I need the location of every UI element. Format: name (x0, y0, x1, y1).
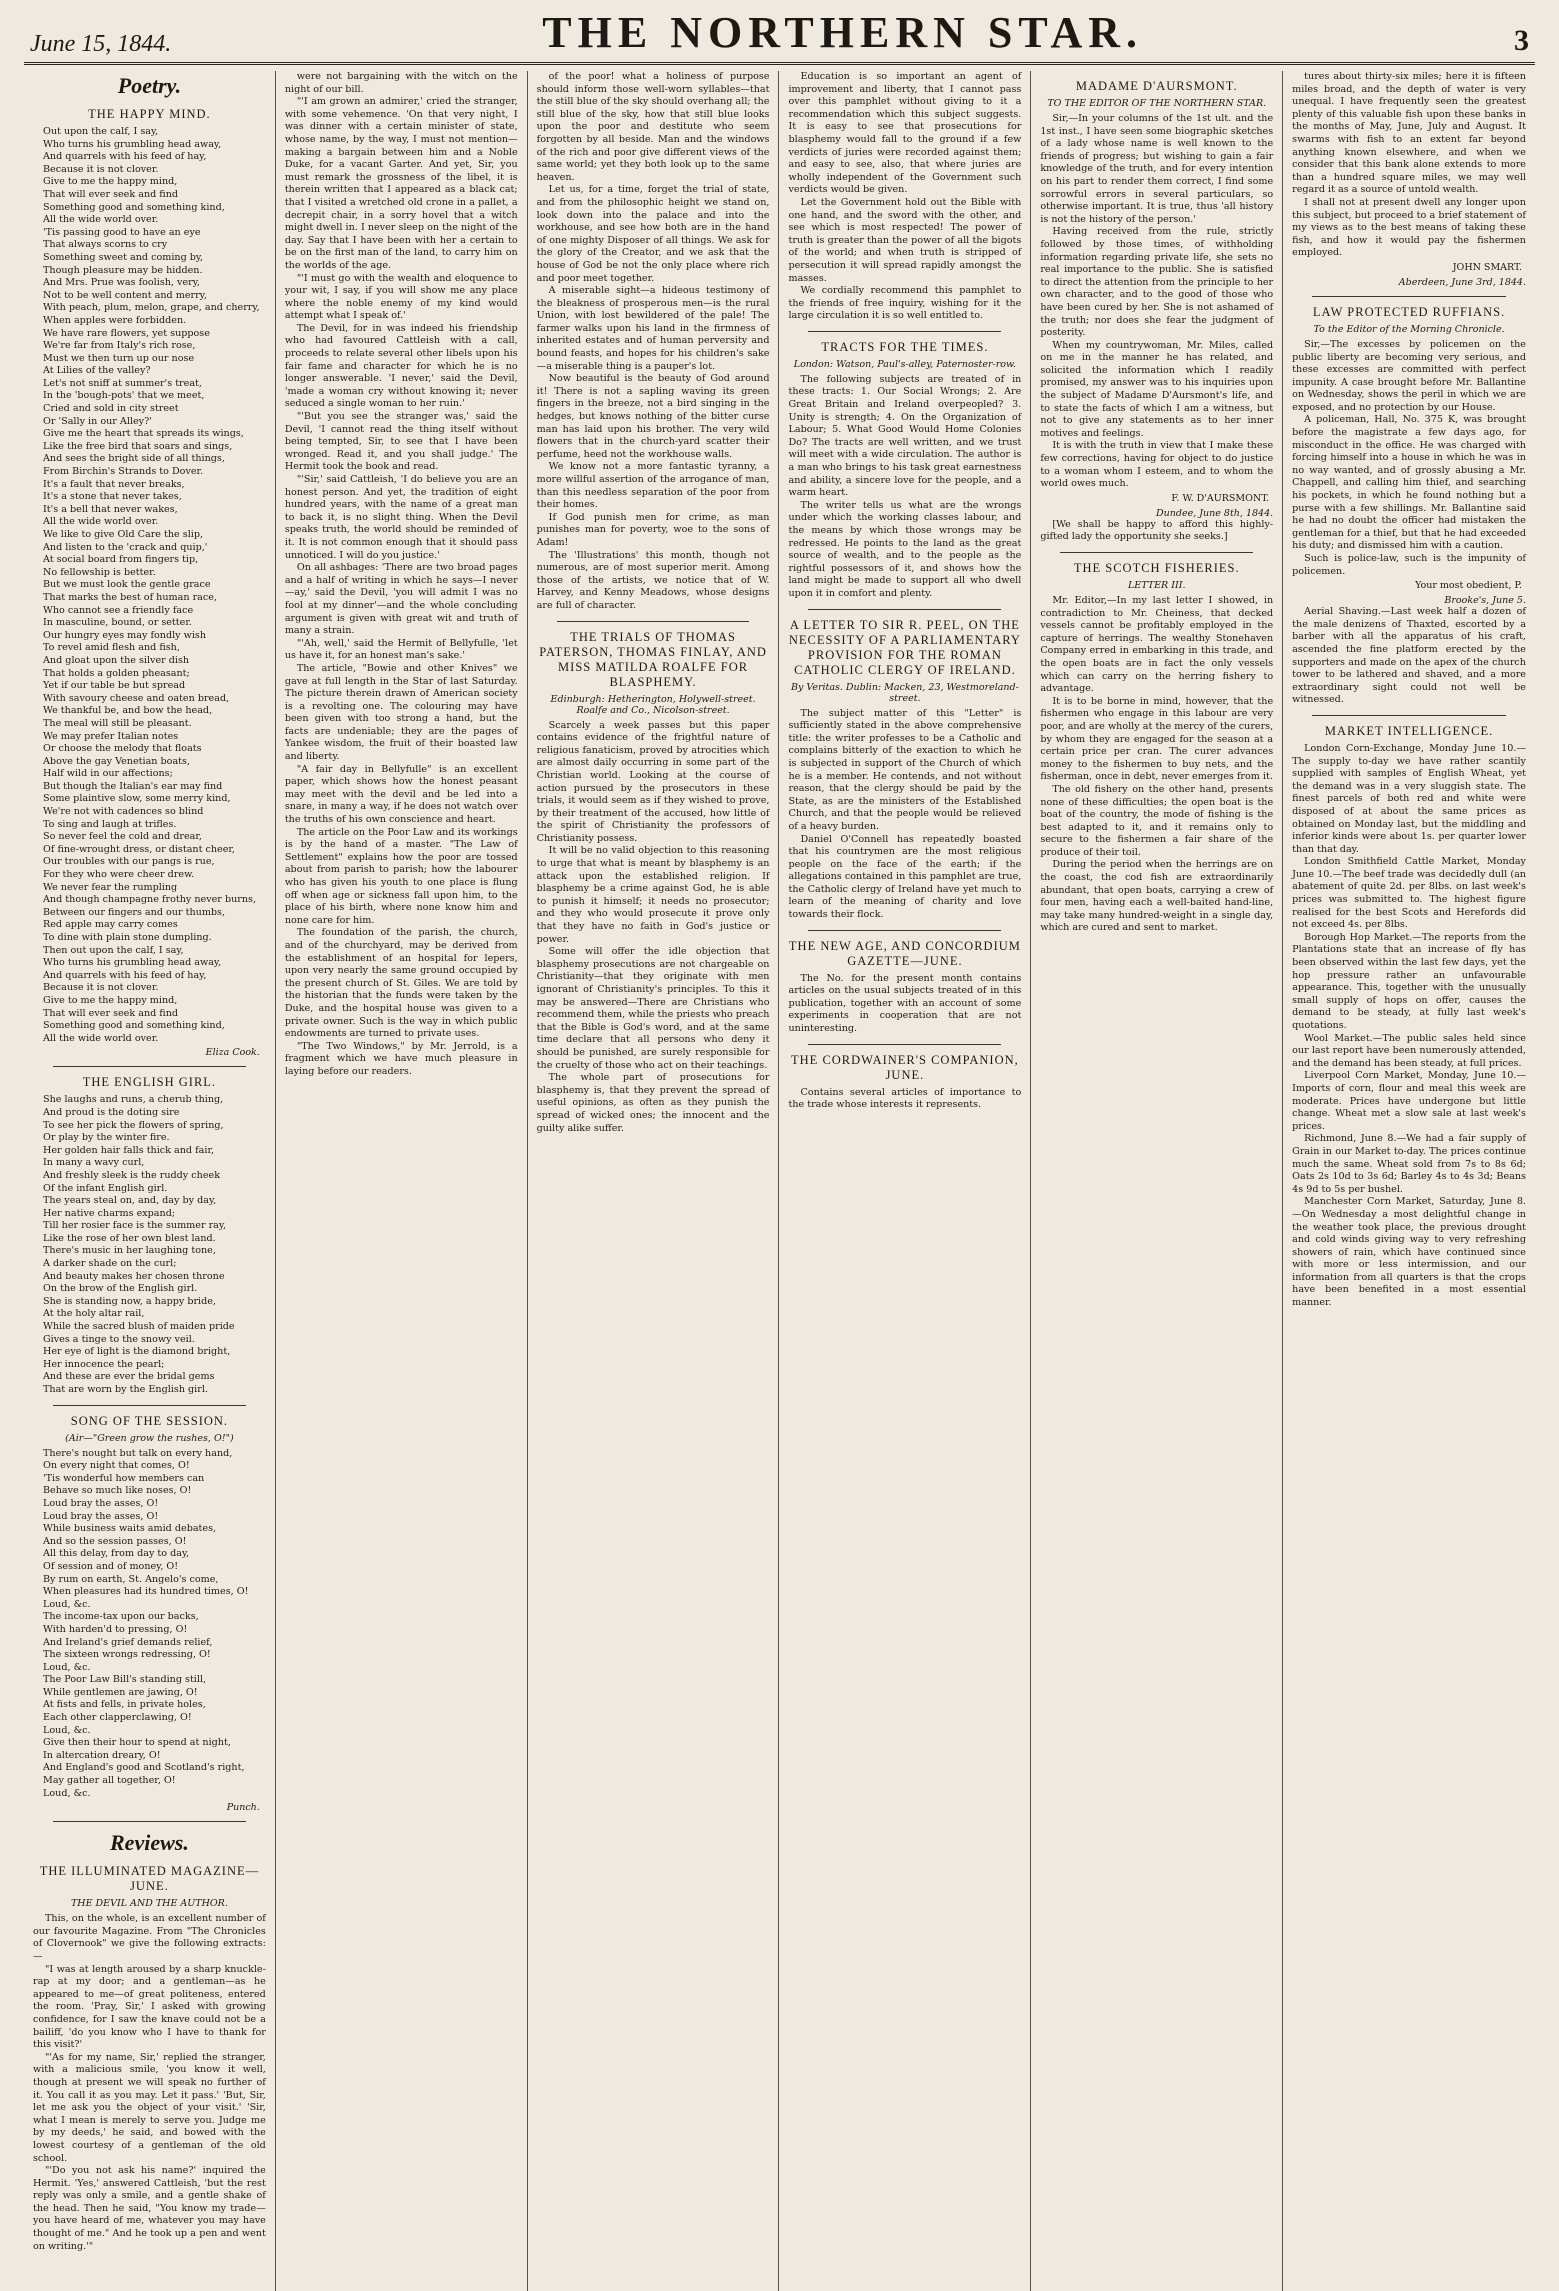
paragraph: "A fair day in Bellyfulle" is an excellent paper, which shows how the honest peasant may meet with the devil and be led into a snare, in many a way, if he does not watch over the truths of his own conscience and heart. (284, 763, 518, 826)
poem-line: She laughs and runs, a cherub thing, (43, 1094, 224, 1106)
poem-line: At fists and fells, in private holes, (43, 1699, 206, 1711)
poem-line: Her innocence the pearl; (43, 1358, 165, 1370)
poem-line: A darker shade on the curl; (43, 1258, 177, 1270)
letter-signature: JOHN SMART. (1452, 261, 1522, 273)
review-body (788, 1087, 1021, 1112)
editor-note (1040, 519, 1273, 544)
letter-continued (1292, 71, 1526, 260)
market-report: Manchester Corn Market, Saturday, June 8.—On Wednesday a most delightful change in the weather took place, the previous drought and cold winds giving way to very refreshing showers of rain, which have continued since with more or less intermission, and our information from all quarters is that the crops have been benefited in a most essential manner. (1292, 1196, 1526, 1309)
poem-line: With savoury cheese and oaten bread, (43, 692, 230, 704)
paragraph: When my countrywoman, Mr. Miles, called on me in the manner he has related, and solicited the information which I readily promised, my answer was to his inquiries upon the subject of Madame D'Aursmont's life, and to state the facts of which I am a witness, but not to give any statements as to her inner motives and feelings. (1040, 339, 1274, 439)
poem-line: And beauty makes her chosen throne (43, 1270, 225, 1282)
paragraph: Education is so important an agent of improvement and liberty, that I cannot pass over this pamphlet without giving to it a recommendation which this subject suggests. It is easy to see that prosecutions for blasphemy would fall to the ground if a few verdicts of juries were recorded against them; and easy to see, also, that where juries are wholly independent of the Government such verdicts would be given. (788, 71, 1022, 196)
paragraph: A policeman, Hall, No. 375 K, was brought before the magistrate a few days ago, for misconduct in the office. He was charged with forcing himself into a house in which he was in no way wanted, and of grossly abusing a Mr. Chappell, and calling him thief, and searching his pockets, in which he found nothing but a purse with a few shillings. Mr. Ballantine said he had no doubt the officer had mistaken the gentleman for a thief, but that he had exceeded his duty; and dismissed him with a caution. (1292, 414, 1526, 552)
poem-line: We may prefer Italian notes (43, 730, 179, 742)
review-heading-tracts: TRACTS FOR THE TIMES. (821, 339, 989, 354)
paragraph: The following subjects are treated of in these tracts: 1. Our Social Wrongs; 2. Are Great Britain and Ireland overpeopled? 3. Unity is strength; 4. On the Organization of Labour; 5. What Good Would Home Colonies Do? The tracts are well written, and we trust will meet with a wide circulation. The author is a man who brings to his task great earnestness and ability, a sincere love for the people, and a warm heart. (788, 373, 1022, 499)
review-publisher: By Veritas. Dublin: Macken, 23, Westmoreland-street. (790, 681, 1019, 704)
divider (808, 609, 1001, 610)
poem-line: That holds a golden pheasant; (43, 667, 190, 679)
poem-line: And England's good and Scotland's right, (43, 1762, 245, 1774)
poem-line: With harden'd to pressing, O! (43, 1623, 188, 1635)
poem-line: And Mrs. Prue was foolish, very, (43, 277, 200, 289)
poem-line: Half wild in our affections; (43, 768, 173, 780)
paragraph: Some will offer the idle objection that blasphemy prosecutions are not chargeable on Christianity—that they originate with men ignorant of Christianity's principles. To this it may be answered—There are Christians who recommend them, while the priests who preach that the Bible is God's word, and at the same time declare that all persons who deny it should be punished, are surely responsible for the cruelty of those who act on their teachings. (536, 946, 770, 1071)
poem-line: May gather all together, O! (43, 1775, 176, 1787)
poem-line: We like to give Old Care the slip, (43, 529, 204, 540)
poem-line: We have rare flowers, yet suppose (43, 327, 210, 339)
poem-line: Behave so much like noses, O! (43, 1485, 192, 1497)
article-subheading: To the Editor of the Morning Chronicle. (1313, 323, 1505, 335)
paragraph: The writer tells us what are the wrongs under which the working classes labour, and the means by which those wrongs may be redressed. He points to the land as the great source of wealth, and to the people as the rightful possessors of it, and shows how the land might be made to support all who dwell upon it in comfort and plenty. (788, 499, 1022, 599)
paragraph: The subject matter of this "Letter" is sufficiently stated in the above comprehensive title: the writer professes to be a Catholic and complains bitterly of the exaction to which he is subjected in support of the Church of which he is a member. He contends, and not without reason, that the clergy should be paid by the State, as are the ministers of the Established Church, and that the people would be relieved of a heavy burden. (788, 707, 1022, 832)
paragraph: If God punish men for crime, as man punishes man for poverty, woe to the sons of Adam! (536, 511, 770, 548)
paragraph: It will be no valid objection to this reasoning to urge that what is meant by blasphemy is an attack upon the established religion. If blasphemy be a crime against God, he is able to punish it himself; it needs no prosecutor; and they who would prosecute it prove only that they have no faith in God's justice or power. (536, 845, 770, 945)
poem-line: All this delay, from day to day, (43, 1548, 190, 1560)
poem-line: It's a bell that never wakes, (43, 503, 178, 515)
paragraph: The article on the Poor Law and its workings is by the hand of a master. "The Law of Settlement" explains how the poor are tossed about from parish to parish; how the labourer who has given his youth to one place is flung off when age or sickness fall upon him, to the place of his birth, where none know him and none care for him. (284, 826, 518, 926)
poem-line: To revel amid flesh and fish, (43, 642, 180, 654)
poem-line: That will ever seek and find (43, 188, 179, 200)
poem-line: And sees the bright side of all things, (43, 453, 225, 465)
poem-english-girl (33, 1094, 266, 1396)
poem-line: Like the rose of her own blest land. (43, 1232, 216, 1244)
poem-line: And these are ever the bridal gems (43, 1371, 215, 1383)
paragraph: The Devil, for in was indeed his friendship who had favoured Cattleish with a call, proceeds to relate several other libels upon his fair fame and character for which he is no longer answerable. 'I never,' said the Devil, 'made a woman cry without knowing it; never seduced a single woman to her ruin.' (284, 322, 518, 410)
paragraph: Sir,—The excesses by policemen on the public liberty are becoming very serious, and these excesses are committed with perfect impunity. A case brought before Mr. Ballantine on Wednesday, shows the peril in which we are exposed, and no protection by our House. (1292, 338, 1526, 413)
poem-line: To sing and laugh at trifles. (43, 818, 177, 830)
letter-dateline: Aberdeen, June 3rd, 1844. (1398, 276, 1526, 288)
poem-line: That are worn by the English girl. (43, 1384, 208, 1395)
poem-line: At the holy altar rail, (43, 1308, 145, 1320)
poem-line: With peach, plum, melon, grape, and cherry, (43, 302, 260, 314)
market-report: London Corn-Exchange, Monday June 10.—The supply to-day we have rather scantily supplied with samples of English Wheat, yet the demand was in a very sluggish state. The finest parcels of both red and white were disposed of at about the same prices as obtained on Monday last, but the middling and inferior kinds were about 1s. per quarter lower than that day. (1292, 742, 1526, 855)
review-continued (788, 71, 1021, 323)
poetry-section-heading: Poetry. (117, 73, 182, 98)
paragraph: This, on the whole, is an excellent number of our favourite Magazine. From "The Chronicles of Clovernook" we give the following extracts:— (33, 1913, 266, 1962)
poem-line: In altercation dreary, O! (43, 1749, 161, 1761)
poem-line: We never fear the rumpling (43, 881, 178, 893)
poem-line: On the brow of the English girl. (43, 1283, 198, 1295)
article-subheading: LETTER III. (1128, 580, 1186, 591)
letter-body (1040, 113, 1273, 491)
poem-line: Each other clapperclawing, O! (43, 1712, 192, 1724)
poem-line: Of the infant English girl. (43, 1182, 168, 1194)
poem-line: The Poor Law Bill's standing still, (43, 1674, 207, 1686)
poem-line: Her native charms expand; (43, 1207, 176, 1219)
poem-line: To dine with plain stone dumpling. (43, 932, 212, 943)
paragraph: of the poor! what a holiness of purpose should inform those well-worn syllables—that the still blue of the sky should overhang all; the still blue of the sky, how that still blue looks upon the poor and destitute who seem forgotten by all beside. Man and the windows of the rich and poor give different views of the same world; yet they both look up to the same heaven. (536, 71, 770, 183)
paragraph: "'I must go with the wealth and eloquence to your wit, I say, if you will show me any place where the noble enemy of my kind would attempt what I speak of.' (284, 272, 518, 322)
poem-attribution: Punch. (226, 1802, 260, 1814)
paragraph: On all ashbages: 'There are two broad pages and a half of writing in which he says—I never—ay,' said the Devil, 'you will admit I was no fool at my dinner'—and the whole concluding argument is given with great wit and truth of many a strain. (284, 562, 518, 637)
paragraph: were not bargaining with the witch on the night of our bill. (284, 71, 518, 95)
news-item (1292, 606, 1526, 707)
poem-line: Our hungry eyes may fondly wish (43, 629, 207, 641)
poem-line: Loud bray the asses, O! (43, 1497, 159, 1509)
poem-line: The income-tax upon our backs, (43, 1611, 199, 1623)
letter-body (1040, 595, 1273, 935)
masthead (24, 10, 1535, 65)
poem-line: Cried and sold in city street (43, 403, 179, 415)
poem-line: So never feel the cold and drear, (43, 831, 202, 843)
poem-line: At social board from fingers tip, (43, 554, 199, 566)
poem-line: Though pleasure may be hidden. (43, 264, 203, 276)
poem-line: But though the Italian's ear may find (43, 780, 223, 792)
poem-line: From Birchin's Strands to Dover. (43, 466, 204, 478)
paragraph: Such is police-law, such is the impunity of policemen. (1292, 553, 1526, 577)
poem-line: Loud bray the asses, O! (43, 1510, 159, 1522)
market-intelligence-heading: MARKET INTELLIGENCE. (1324, 723, 1494, 738)
poem-line: There's nought but talk on every hand, (43, 1447, 233, 1459)
poem-line: And though champagne frothy never burns, (43, 894, 256, 906)
poem-line: Out upon the calf, I say, (43, 126, 159, 137)
poem-line: While gentlemen are jawing, O! (43, 1686, 198, 1698)
article-heading-ruffians: LAW PROTECTED RUFFIANS. (1312, 304, 1506, 319)
paragraph: During the period when the herrings are on the coast, the cod fish are extraordinarily abundant, that open boats, carrying a crew of four men, having each a well-baited hand-line, may take many hundred-weight in a single day, which are cured and sent to market. (1040, 859, 1274, 934)
issue-date: June 15, 1844. (30, 31, 172, 57)
paragraph: "I was at length aroused by a sharp knuckle-rap at my door; and a gentleman—as he appeared to me—of great politeness, entered the room. 'Pray, Sir,' I asked with growing confidence, for I saw the knave could not be a bailiff, 'do you know who I have to thank for this visit?' (33, 1963, 266, 2051)
poem-attribution: Eliza Cook. (205, 1047, 260, 1059)
divider (53, 1405, 246, 1406)
poem-line: That marks the best of human race, (43, 591, 217, 603)
poem-line: Red apple may carry comes (43, 919, 178, 931)
poem-line: Loud, &c. (43, 1598, 91, 1610)
poem-line: By rum on earth, St. Angelo's come, (43, 1573, 219, 1585)
reviews-section-heading: Reviews. (110, 1830, 189, 1856)
letter-signature: Your most obedient, P. (1415, 580, 1522, 592)
poem-line: Or 'Sally in our Alley?' (43, 415, 152, 427)
paragraph: tures about thirty-six miles; here it is fifteen miles broad, and the depth of water is very unequal. I have frequently seen the greatest plenty of this valuable fish upon these banks in the months of May, June, July and August. It swarms with fish to an extent far beyond anything known elsewhere, and when we consider that this bank alone extends to more than a hundred square miles, we may well regard it as a source of untold wealth. (1292, 71, 1526, 196)
letter-dateline: Brooke's, June 5. (1444, 595, 1526, 607)
poem-line: When apples were forbidden. (43, 314, 187, 326)
poem-line: That will ever seek and find (43, 1007, 179, 1019)
poem-line: And proud is the doting sire (43, 1106, 180, 1118)
letter-signature: F. W. D'AURSMONT. (1171, 492, 1270, 504)
poem-line: Between our fingers and our thumbs, (43, 906, 226, 918)
paragraph: "'Sir,' said Cattleish, 'I do believe you are an honest person. And yet, the tradition of eight hundred years, with the name of a great man to back it, is no slight thing. When the Devil speaks truth, the world should be reminded of it. It is not common enough that it should pass unnoticed. I will do you justice.' (284, 474, 518, 561)
market-report: Liverpool Corn Market, Monday, June 10.—Imports of corn, flour and meal this week are moderate. Prices have undergone but little change. Wheat met a slow sale at last week's prices. (1292, 1070, 1526, 1132)
column-6 (1283, 71, 1535, 2291)
paragraph: Having received from the rule, strictly followed by those times, of withholding information regarding private life, she sets no real importance to the public. She is satisfied to direct the attention from the principle to her own character, and to the good of those who have been cured by her. She is not ashamed of the truth; nor does she fear the judgment of posterity. (1040, 226, 1274, 339)
poem-line: Or play by the winter fire. (43, 1132, 170, 1144)
poem-line: Give to me the happy mind, (43, 994, 178, 1006)
poem-line: Loud, &c. (43, 1661, 91, 1673)
column-3 (528, 71, 780, 2291)
paragraph: The whole part of prosecutions for blasphemy is, that they prevent the spread of useful opinions, as often as they punish the spread of wicked ones; the innocent and the guilty alike suffer. (536, 1072, 770, 1134)
review-body (788, 374, 1021, 601)
poem-line: Like the free bird that soars and sings, (43, 440, 233, 452)
market-reports (1292, 743, 1526, 1310)
review-heading-cordwainers: THE CORDWAINER'S COMPANION, JUNE. (791, 1052, 1019, 1082)
paragraph: We know not a more fantastic tyranny, a more willful assertion of the arrogance of man, than this needless separation of the poor from their homes. (536, 461, 770, 511)
poem-line: And freshly sleek is the ruddy cheek (43, 1169, 221, 1181)
poem-line: For they who were cheer drew. (43, 869, 195, 881)
columns (24, 71, 1535, 2291)
divider (53, 1066, 246, 1067)
poem-line: Must we then turn up our nose (43, 352, 195, 364)
article-heading-madame: MADAME D'AURSMONT. (1075, 79, 1238, 93)
poem-line: Who turns his grumbling head away, (43, 138, 222, 150)
paragraph: [We shall be happy to afford this highly-gifted lady the opportunity she seeks.] (1040, 518, 1274, 543)
poem-line: In masculine, bound, or setter. (43, 617, 192, 629)
review-body (537, 720, 770, 1136)
review-continued (285, 71, 518, 1079)
paragraph: "'Do you not ask his name?' inquired the Hermit. 'Yes,' answered Cattleish, 'but the rest reply was only a smile, and a gentle shake of the head. Then he said, "You know my trade—you have heard of me, whatever you may have thought of me." And he took up a pen and went on writing.'" (33, 2165, 266, 2252)
paragraph: We cordially recommend this pamphlet to the friends of free inquiry, wishing for it the large circulation it is so well entitled to. (788, 285, 1022, 322)
poem-line: We're far from Italy's rich rose, (43, 340, 196, 352)
poem-happy-mind (33, 126, 266, 1045)
review-heading-letter-peel: A LETTER TO SIR R. PEEL, ON THE NECESSITY OF A PARLIAMENTARY PROVISION FOR THE ROMAN CATHOLIC CLERGY OF IRELAND. (788, 617, 1021, 677)
review-publisher: London: Watson, Paul's-alley, Paternoster-row. (793, 358, 1017, 370)
review-heading-new-age: THE NEW AGE, AND CONCORDIUM GAZETTE—JUNE. (788, 938, 1021, 968)
poem-line: Her golden hair falls thick and fair, (43, 1144, 215, 1156)
poem-line: Her eye of light is the diamond bright, (43, 1346, 231, 1358)
paragraph: A miserable sight—a hideous testimony of the bleakness of prosperous men—is the rural Union, with lost bewildered of the pale! The farmer walks upon his land in the firmness of inherited estates and of human perversity and bound feasts, and hopes for his children's sake—a miserable thing is a pauper's lot. (536, 285, 770, 372)
paragraph: The 'Illustrations' this month, though not numerous, are of most superior merit. Among those of the artists, we notice that of W. Harvey, and Kenny Meadows, whose designs are full of character. (536, 549, 770, 611)
page-number: 3 (1513, 24, 1529, 57)
divider (1060, 552, 1253, 553)
paragraph: "'Ah, well,' said the Hermit of Bellyfulle, 'let us have it, for an honest man's sake.' (284, 637, 518, 662)
poem-line: Some plaintive slow, some merry kind, (43, 793, 231, 805)
poem-line: All the wide world over. (43, 214, 159, 226)
paragraph: "'As for my name, Sir,' replied the stranger, with a malicious smile, 'you know it well, though at present we will speak no further of it. You call it as you may. Let it pass.' 'But, Sir, let me ask you the object of your visit.' 'Sir, what I mean is merely to serve you. Judge me by my deeds,' he said, and bowed with the lowest courtesy of a gentleman of the old school. (33, 2051, 266, 2164)
poem-line: Give then their hour to spend at night, (43, 1737, 231, 1749)
poem-line: Something sweet and coming by, (43, 251, 204, 263)
poem-line: The years steal on, and, day by day, (43, 1195, 217, 1207)
poem-line: In many a wavy curl, (43, 1157, 145, 1169)
poem-line: No fellowship is better. (43, 566, 156, 578)
poem-line: To see her pick the flowers of spring, (43, 1119, 224, 1131)
column-2 (276, 71, 528, 2291)
poem-line: Give me the heart that spreads its wings, (43, 428, 244, 440)
poem-title-english-girl: THE ENGLISH GIRL. (82, 1075, 217, 1090)
review-continued (537, 71, 770, 613)
paragraph: Mr. Editor,—In my last letter I showed, in contradiction to Mr. Cheiness, that decked vessels cannot be profitably employed in the capture of herrings. The wealthy Stonehaven Company erred in embarking in this trade, and the open boats are in fact the only vessels which can carry on the herring fishery to advantage. (1040, 595, 1274, 695)
review-body (33, 1913, 266, 2253)
poem-title-song-session: SONG OF THE SESSION. (70, 1413, 229, 1428)
paragraph: Daniel O'Connell has repeatedly boasted that his countrymen are the most religious people on the face of the earth; if the allegations contained in this pamphlet are true, the Catholic clergy of Ireland have yet much to learn of the meaning of charity and love towards their flock. (788, 833, 1022, 921)
review-body (788, 708, 1021, 922)
paragraph: Let the Government hold out the Bible with one hand, and the sword with the other, and see which is most respected! The power of truth is greater than the power of all the bigots of the world; and when truth is stripped of persecution it will spread rapidly amongst the masses. (788, 196, 1022, 284)
poem-line: Not to be well content and merry, (43, 289, 207, 301)
poem-line: Or choose the melody that floats (43, 743, 202, 755)
article-heading-fisheries: THE SCOTCH FISHERIES. (1073, 561, 1240, 575)
poem-line: The meal will still be pleasant. (43, 717, 192, 729)
newspaper-title: THE NORTHERN STAR. (542, 8, 1144, 57)
market-report: Borough Hop Market.—The reports from the Plantations state that an increase of fly has been observed within the last few days, yet the hop pressure rather an unfavourable appearance. This, together with the unusually small supply of hops on offer, causes the demand to be steady, at fully last week's quotations. (1292, 931, 1526, 1031)
poem-line: Our troubles with our pangs is rue, (43, 856, 215, 868)
paragraph: Aerial Shaving.—Last week half a dozen of the male denizens of Thaxted, escorted by a barber with all the apparatus of his craft, ascended the fine platform erected by the supporters and made on the apex of the church tower to be lathered and shaved, and a more extraordinary sight could not well be witnessed. (1292, 606, 1526, 706)
poem-line: Give to me the happy mind, (43, 176, 178, 188)
poem-line: It's a stone that never takes, (43, 491, 182, 503)
paragraph: The foundation of the parish, the church, and of the churchyard, may be derived from the establishment of an hospital for lepers, upon very nearly the same ground occupied by the present church of St. Giles. We are told by the historian that the funds were taken by the Duke, and the hospital house was given to a private owner. Such is the way in which public endowments are turned to private uses. (284, 927, 518, 1040)
poem-line: At Lilies of the valley? (43, 365, 151, 377)
poem-line: Because it is not clover. (43, 982, 159, 994)
review-heading-trials: THE TRIALS OF THOMAS PATERSON, THOMAS FINLAY, AND MISS MATILDA ROALFE FOR BLASPHEMY. (539, 629, 767, 689)
paragraph: Now beautiful is the beauty of God around it! There is not a sapling waving its green fingers in the breeze, not a bird singing in the hedges, but knows nothing of the bitter curse man has laid upon his brother. The very wild flowers that in the church-yard scatter their perfume, heed not the workhouse walls. (536, 373, 770, 460)
poem-line: We're not with cadences so blind (43, 806, 204, 818)
poem-line: Who turns his grumbling head away, (43, 957, 222, 969)
paragraph: The article, "Bowie and other Knives" we gave at full length in the Star of last Saturday. The picture therein drawn of American society is a revolting one. The colouring may have been given with too strong a hand, but the facts are undeniable; they are the pages of Yankee wisdom, the fruit of their boasted law and liberty. (284, 662, 518, 763)
poem-line: And quarrels with his feed of hay, (43, 151, 207, 163)
paragraph: "'But you see the stranger was,' said the Devil, 'I cannot read the thing itself without being tempted, Sir, to see that I have been wronged. Read it, and you shall judge.' The Hermit took the book and read. (284, 411, 518, 473)
paragraph: I shall not at present dwell any longer upon this subject, but proceed to a brief statement of my views as to the best means of taking these fish, and how it would pay the fishermen employed. (1292, 196, 1526, 259)
poem-line: We thankful be, and bow the head, (43, 705, 213, 717)
paragraph: Contains several articles of importance to the trade whose interests it represents. (788, 1086, 1022, 1111)
poem-line: Who cannot see a friendly face (43, 604, 194, 616)
column-4 (779, 71, 1031, 2291)
market-report: Wool Market.—The public sales held since our last report have been numerously attended, and the demand has been steady, at full prices. (1292, 1032, 1526, 1069)
poem-line: Gives a tinge to the snowy veil. (43, 1333, 195, 1345)
column-5 (1031, 71, 1283, 2291)
divider (808, 331, 1001, 332)
poem-line: When pleasures had its hundred times, O! (43, 1586, 249, 1598)
poem-line: The sixteen wrongs redressing, O! (43, 1649, 211, 1661)
poem-line: On every night that comes, O! (43, 1460, 190, 1472)
poem-line: Loud, &c. (43, 1787, 91, 1799)
letter-dateline: Dundee, June 8th, 1844. (1156, 507, 1274, 519)
paragraph: It is to be borne in mind, however, that the fishermen who engage in this labour are very poor, and are wholly at the mercy of the curers, by whom they are engaged for the season at a certain price per cran. The curer advances money to the fishermen to buy nets, and the fisherman, once in debt, never emerges from it. (1040, 695, 1274, 783)
poem-line: All the wide world over. (43, 1032, 159, 1044)
poem-line: While the sacred blush of maiden pride (43, 1321, 235, 1333)
poem-line: And so the session passes, O! (43, 1535, 187, 1547)
review-heading-illuminated-magazine: THE ILLUMINATED MAGAZINE—JUNE. (39, 1864, 260, 1894)
poem-line: But we must look the gentle grace (43, 579, 211, 591)
divider (1312, 296, 1506, 297)
poem-line: Yet if our table be but spread (43, 680, 186, 692)
poem-line: Loud, &c. (43, 1724, 91, 1736)
review-subheading: THE DEVIL AND THE AUTHOR. (70, 1898, 228, 1910)
poem-line: Something good and something kind, (43, 201, 225, 213)
poem-line: Something good and something kind, (43, 1020, 225, 1032)
column-1 (24, 71, 276, 2291)
poem-line: Let's not sniff at summer's treat, (43, 377, 202, 389)
poem-air-note: (Air—"Green grow the rushes, O!") (65, 1432, 234, 1444)
divider (53, 1821, 246, 1822)
poem-line: Till her rosier face is the summer ray, (43, 1220, 227, 1232)
divider (1312, 715, 1506, 716)
poem-line: Of fine-wrought dress, or distant cheer, (43, 843, 235, 855)
poem-line: Then out upon the calf, I say, (43, 944, 184, 956)
poem-line: Because it is not clover. (43, 163, 159, 175)
poem-title-happy-mind: THE HAPPY MIND. (88, 107, 211, 121)
poem-line: And quarrels with his feed of hay, (43, 969, 207, 981)
poem-line: And Ireland's grief demands relief, (43, 1636, 213, 1648)
poem-line: In the 'bough-pots' that we meet, (43, 390, 205, 402)
market-report: Richmond, June 8.—We had a fair supply of Grain in our Market to-day. The prices continue much the same. Wheat sold from 7s to 8s 6d; Oats 2s 10d to 3s 6d; Barley 4s to 4s 3d; Beans 4s 9d to 5s per bushel. (1292, 1133, 1526, 1195)
divider (808, 930, 1001, 931)
review-publisher: Edinburgh: Hetherington, Holywell-street. Roalfe and Co., Nicolson-street. (550, 693, 756, 716)
poem-song-session (33, 1448, 266, 1801)
poem-line: While business waits amid debates, (43, 1523, 217, 1535)
divider (557, 621, 750, 622)
review-body (788, 973, 1021, 1036)
paragraph: The old fishery on the other hand, presents none of these difficulties; the open boat is the boat of the country, the mode of fishing is the best adapted to it, and it remains only to secure to the fishermen a fair share of the produce of their toil. (1040, 783, 1274, 858)
market-report: London Smithfield Cattle Market, Monday June 10.—The beef trade was decidedly dull (an abatement of quite 2d. per 8lbs. on last week's prices was submitted to. The highest figure realised for the best Scots and Herefords did not exceed 4s. per 8lbs. (1292, 856, 1526, 931)
poem-line: It's a fault that never breaks, (43, 478, 185, 490)
poem-line: Of session and of money, O! (43, 1560, 179, 1572)
paragraph: Let us, for a time, forget the trial of state, and from the philosophic height we stand on, look down into the palace and into the workhouse, and see how both are in the hand of one mighty Disposer of all things. We ask for the glory of the Creator, and we ask that the house of God be not the only place where rich and poor meet together. (536, 184, 770, 284)
poem-line: All the wide world over. (43, 516, 159, 528)
paragraph: "'I am grown an admirer,' cried the stranger, with some vehemence. 'On that very night, I was dinner with a certain minister of state, whose name, by the way, I must not mention—making a bargain between him and a Noble Duke, for a vacant Garter. And yet, Sir, you must remark the grossness of the libel, it is therein written that I appeared as a black cat; that I visited a wretched old crone in a pallet, a decrepit chair, in a sorry hovel that a witch might dwell in. I never sleep on the night of the day. Say that I have been with her a certain to be on the first man of the land, to carry him on the worlds of the age. (284, 96, 518, 271)
poem-line: Above the gay Venetian boats, (43, 755, 191, 767)
letter-body (1292, 339, 1526, 578)
poem-line: And gloat upon the silver dish (43, 654, 190, 666)
poem-line: 'Tis passing good to have an eye (43, 226, 201, 238)
poem-line: That always scorns to cry (43, 239, 168, 251)
poem-line: And listen to the 'crack and quip,' (43, 541, 208, 553)
paragraph: "The Two Windows," by Mr. Jerrold, is a fragment which we have much pleasure in laying before our readers. (284, 1040, 518, 1077)
poem-line: 'Tis wonderful how members can (43, 1472, 205, 1484)
article-subheading: TO THE EDITOR OF THE NORTHERN STAR. (1047, 98, 1267, 109)
paragraph: It is with the truth in view that I make these few corrections, having for object to do justice to a woman whom I esteem, and to whom the world owes much. (1040, 440, 1274, 490)
poem-line: She is standing now, a happy bride, (43, 1295, 216, 1307)
divider (808, 1044, 1001, 1045)
paragraph: The No. for the present month contains articles on the usual subjects treated of in this publication, together with an account of some experiments in cooperation that are not uninteresting. (788, 972, 1022, 1035)
paragraph: Sir,—In your columns of the 1st ult. and the 1st inst., I have seen some biographic sketches of a lady whose name is well known to the friends of progress; but wishing to gain a fair knowledge of the truth, and for every intention on his part to render them correct, I find some sorrowful errors in several particulars, so otherwise important. It is true, thus 'all history is not the history of the person.' (1040, 113, 1274, 225)
paragraph: Scarcely a week passes but this paper contains evidence of the frightful nature of religious fanaticism, proved by atrocities which are almost daily occurring in some part of the Christian world. Looking at the course of action pursued by the prosecutors in these trials, it would seem as if they wished to prove, by their treatment of the accused, how little of the spirit of Christianity the professors of Christianity possess. (536, 719, 770, 844)
poem-line: There's music in her laughing tone, (43, 1245, 216, 1257)
